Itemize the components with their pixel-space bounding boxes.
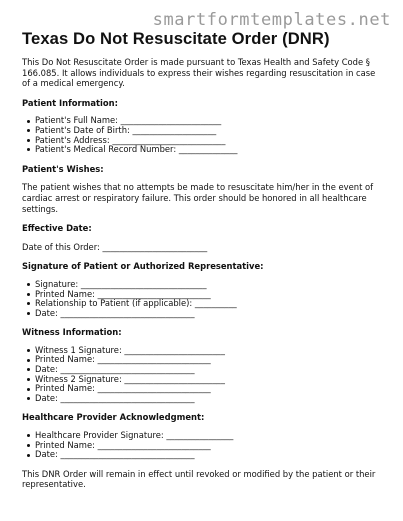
provider-name-field: Printed Name: ___________________________ bbox=[35, 441, 384, 451]
provider-heading: Healthcare Provider Acknowledgment: bbox=[22, 412, 205, 423]
provider-list bbox=[22, 431, 384, 460]
witness2-date-field: Date: ________________________________ bbox=[35, 394, 384, 404]
effective-date-field: Date of this Order: _________________________ bbox=[22, 241, 208, 252]
signature-list bbox=[22, 280, 384, 318]
patient-wishes-heading: Patient's Wishes: bbox=[22, 163, 104, 174]
provider-signature-field: Healthcare Provider Signature: ________________ bbox=[35, 431, 384, 441]
watermark: smartformtemplates.net bbox=[152, 10, 391, 30]
patient-dob-field: Patient's Date of Birth: ____________________ bbox=[35, 126, 384, 136]
signature-date-field: Date: ________________________________ bbox=[35, 309, 384, 319]
document-title: Texas Do Not Resuscitate Order (DNR) bbox=[22, 29, 330, 48]
patient-mrn-field: Patient's Medical Record Number: ______________ bbox=[35, 145, 384, 155]
witness-list bbox=[22, 346, 384, 404]
signature-heading: Signature of Patient or Authorized Representative: bbox=[22, 261, 264, 272]
patient-wishes-text: The patient wishes that no attempts be made to resuscitate him/her in the event of cardiac arrest or respiratory failure. This order should be honored in all healthcare settings. bbox=[22, 182, 374, 214]
effective-date-heading: Effective Date: bbox=[22, 223, 92, 234]
witness1-signature-field: Witness 1 Signature: ________________________ bbox=[35, 346, 384, 356]
printed-name-field: Printed Name: ___________________________ bbox=[35, 290, 384, 300]
witness2-signature-field: Witness 2 Signature: ________________________ bbox=[35, 375, 384, 385]
patient-info-list bbox=[22, 116, 384, 154]
patient-address-field: Patient's Address: ___________________________ bbox=[35, 136, 384, 146]
witness-heading: Witness Information: bbox=[22, 327, 122, 338]
patient-info-heading: Patient Information: bbox=[22, 97, 118, 108]
witness1-name-field: Printed Name: ___________________________ bbox=[35, 355, 384, 365]
intro-paragraph: This Do Not Resuscitate Order is made pursuant to Texas Health and Safety Code § 166.085. It allows individuals to express their wishes regarding resuscitation in case of a medical emergency. bbox=[22, 57, 376, 89]
closing-paragraph: This DNR Order will remain in effect until revoked or modified by the patient or their representative. bbox=[22, 468, 376, 490]
patient-name-field: Patient's Full Name: ________________________ bbox=[35, 116, 384, 126]
witness2-name-field: Printed Name: ___________________________ bbox=[35, 384, 384, 394]
signature-field: Signature: ______________________________ bbox=[35, 280, 384, 290]
relationship-field: Relationship to Patient (if applicable): __________ bbox=[35, 299, 384, 309]
provider-date-field: Date: ________________________________ bbox=[35, 450, 384, 460]
document bbox=[22, 29, 384, 490]
witness1-date-field: Date: ________________________________ bbox=[35, 365, 384, 375]
